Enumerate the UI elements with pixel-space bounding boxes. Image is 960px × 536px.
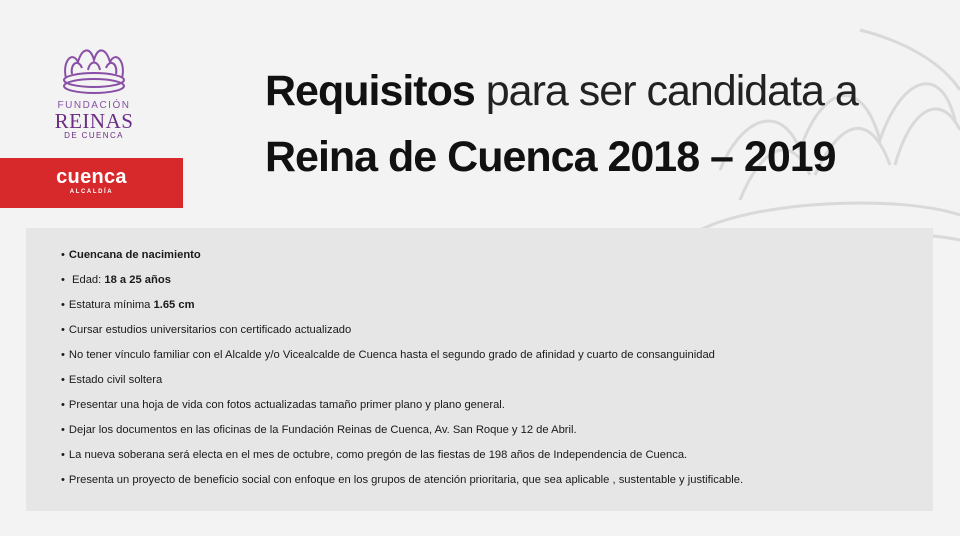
logo-reinas-text: REINAS [54, 109, 134, 133]
fundacion-reinas-logo [38, 42, 150, 140]
headline-bold: Requisitos [265, 67, 475, 115]
requirement-text: Cursar estudios universitarios con certificado actualizado [68, 324, 352, 336]
requirement-item [61, 243, 743, 268]
requirement-item [61, 418, 743, 443]
requirement-item [61, 468, 743, 493]
requirement-bullet: • [61, 274, 65, 286]
requirement-bullet: • [61, 474, 65, 486]
logo-de-cuenca-text: DE CUENCA [64, 131, 124, 140]
requirement-text: Dejar los documentos en las oficinas de la Fundación Reinas de Cuenca, Av. San Roque y 12 de Abril. [68, 424, 577, 436]
alcaldia-label: ALCALDÍA [69, 189, 114, 195]
requirement-item [61, 443, 743, 468]
requirement-bullet: • [61, 424, 65, 436]
requirement-bullet: • [61, 399, 65, 411]
requirement-text: Presenta un proyecto de beneficio social con enfoque en los grupos de atención prioritaria, que sea aplicable , sustentable y justificable. [68, 474, 744, 486]
headline-line-2: Reina de Cuenca 2018 – 2019 [265, 133, 836, 181]
requirement-bullet: • [61, 299, 65, 311]
crown-icon [54, 42, 134, 98]
requirement-item [61, 318, 743, 343]
requirements-list [61, 243, 743, 493]
cuenca-logo-word: cuenca [56, 166, 127, 188]
requirement-bullet: • [61, 449, 65, 461]
requirement-item [61, 343, 743, 368]
requirement-item [61, 393, 743, 418]
requirement-bold-text: 1.65 cm [153, 299, 195, 311]
requirement-text: Edad: [68, 274, 105, 286]
requirement-text: Estatura mínima [68, 299, 154, 311]
logo-fundacion-text: FUNDACIÓN [57, 100, 131, 111]
headline [265, 58, 945, 190]
requirement-item [61, 368, 743, 393]
requirement-bullet: • [61, 249, 65, 261]
headline-line-1 [265, 58, 945, 124]
requirement-text: Presentar una hoja de vida con fotos actualizadas tamaño primer plano y plano general. [68, 399, 505, 411]
requirement-bullet: • [61, 324, 65, 336]
headline-light: para ser candidata a [485, 67, 858, 115]
requirement-text: No tener vínculo familiar con el Alcalde y/o Vicealcalde de Cuenca hasta el segundo grado de afinidad y cuarto de consanguinidad [68, 349, 715, 361]
requirement-item [61, 268, 743, 293]
requirements-panel [26, 228, 933, 511]
requirement-item [61, 293, 743, 318]
requirement-bold-text: 18 a 25 años [104, 274, 171, 286]
requirement-bullet: • [61, 374, 65, 386]
requirement-bold-text: Cuencana de nacimiento [68, 249, 201, 261]
requirement-text: La nueva soberana será electa en el mes de octubre, como pregón de las fiestas de 198 años de Independencia de Cuenca. [68, 449, 688, 461]
requirement-text: Estado civil soltera [68, 374, 163, 386]
alcaldia-band [0, 158, 183, 208]
requirement-bullet: • [61, 349, 65, 361]
